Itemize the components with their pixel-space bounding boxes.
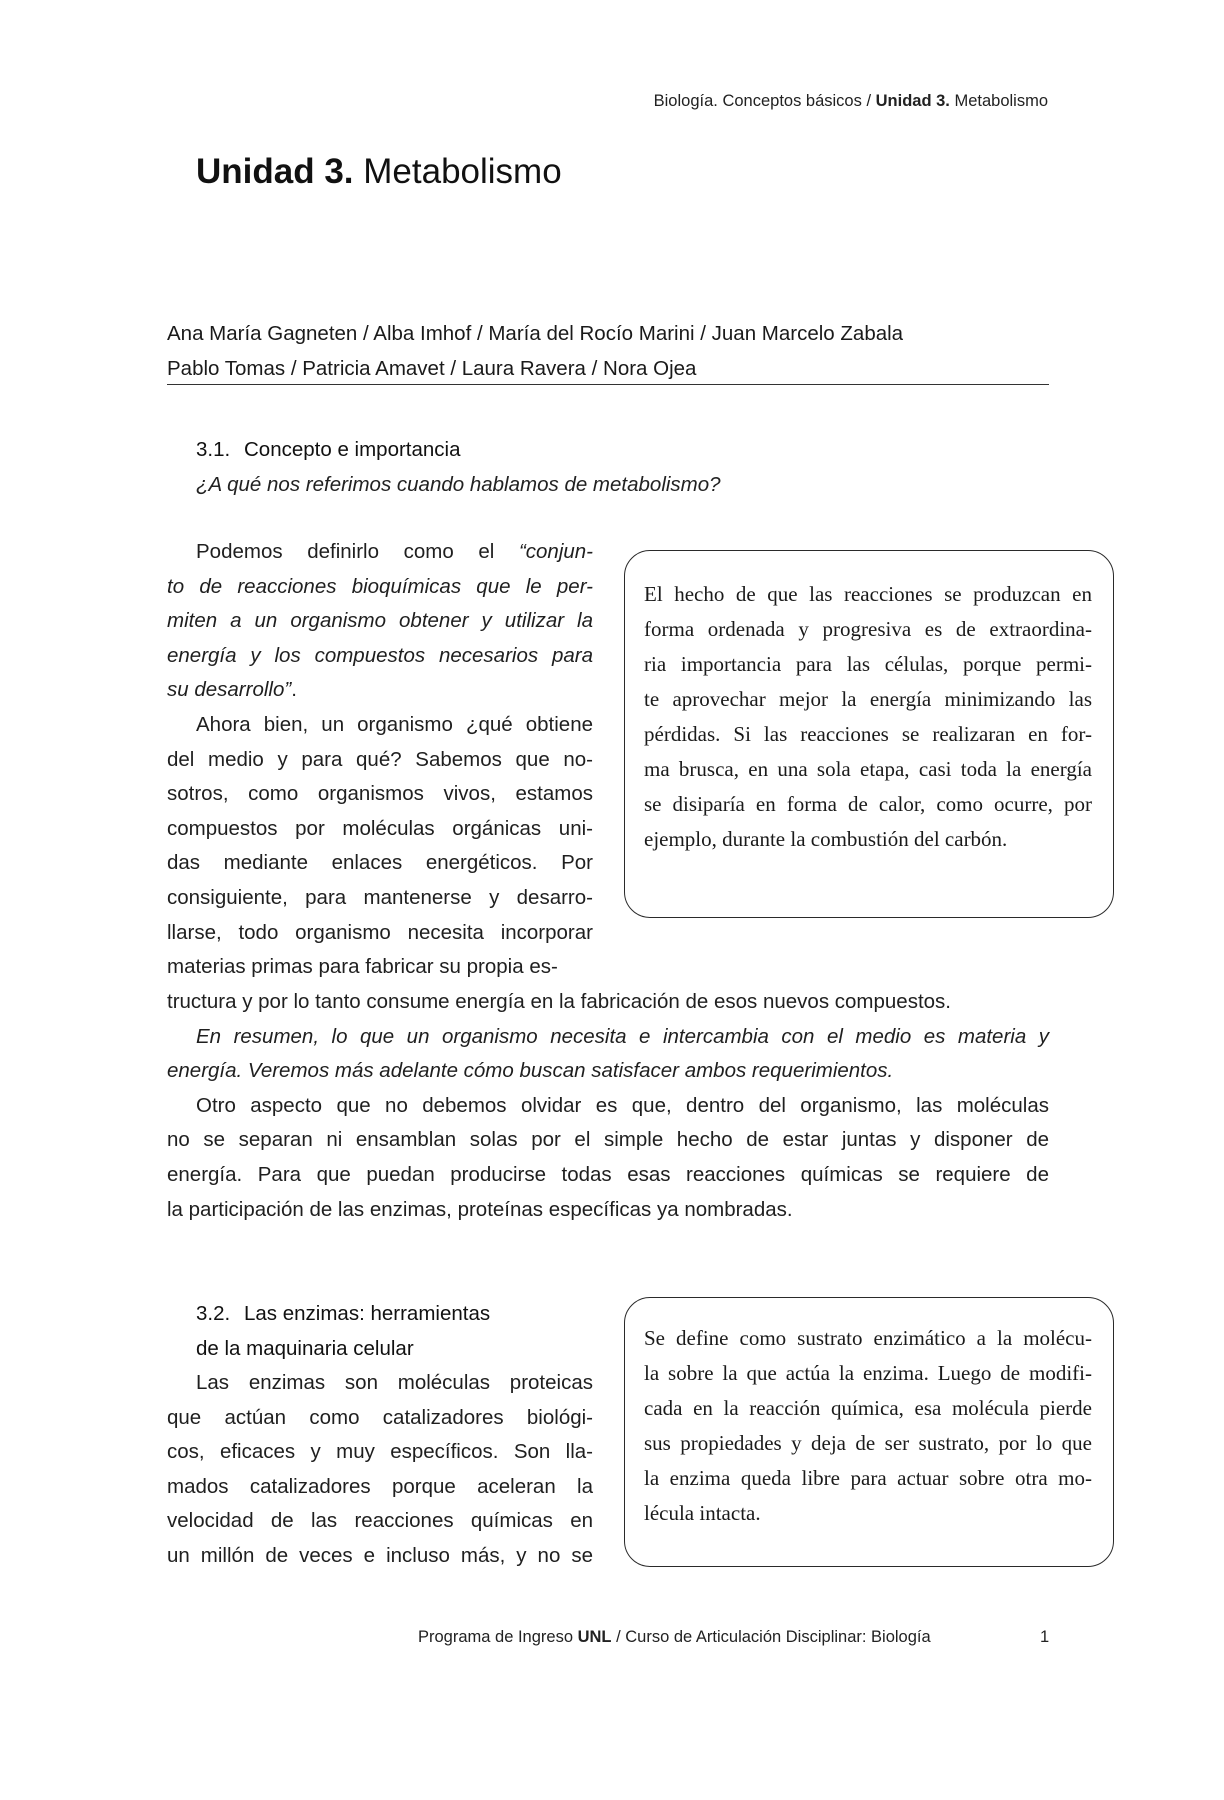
sidebar-definition-text: Se define como sustrato enzimático a la molécu- la sobre la que actúa la enzima. Luego de modifi- cada en la reacción química, esa molécula pierde sus propiedades y deja de ser sustrato, por lo que la enzima queda libre para actuar sobre otra mo- lécula intacta. xyxy=(644,1326,1092,1525)
paragraph-line: velocidad de las reacciones químicas en xyxy=(167,1509,593,1533)
page-title xyxy=(196,152,562,192)
section-number: 3.1. xyxy=(196,438,231,461)
author-line: Pablo Tomas / Patricia Amavet / Laura Ravera / Nora Ojea xyxy=(167,357,697,380)
author-divider xyxy=(167,384,1049,385)
sidebar-definition-box xyxy=(624,1297,1114,1567)
running-head xyxy=(654,92,1048,111)
paragraph-line: Las enzimas son moléculas proteicas xyxy=(196,1371,593,1394)
paragraph-line: Ahora bien, un organismo ¿qué obtiene xyxy=(196,712,593,736)
paragraph-line: compuestos por moléculas orgánicas uni- xyxy=(167,816,593,840)
section-title: Concepto e importancia xyxy=(244,438,461,461)
footer-program: Programa de Ingreso xyxy=(418,1628,578,1646)
running-head-subtitle: Conceptos básicos / xyxy=(717,92,876,110)
paragraph-line: energía y los compuestos necesarios para xyxy=(167,643,593,667)
paragraph-line: no se separan ni ensamblan solas por el simple hecho de estar juntas y disponer de xyxy=(167,1128,1049,1152)
page-footer xyxy=(418,1628,931,1647)
paragraph-line: del medio y para qué? Sabemos que no- xyxy=(167,747,593,771)
paragraph-line: to de reacciones bioquímicas que le per- xyxy=(167,574,593,598)
sidebar-note-box xyxy=(624,550,1114,918)
paragraph-line: Otro aspecto que no debemos olvidar es que, dentro del organismo, las moléculas xyxy=(196,1093,1049,1117)
section-title-continued: de la maquinaria celular xyxy=(196,1337,414,1360)
section-1-full-text xyxy=(167,985,1049,1227)
section-question: ¿A qué nos referimos cuando hablamos de metabolismo? xyxy=(196,473,721,496)
page-number: 1 xyxy=(1040,1628,1050,1646)
page-title-name: Metabolismo xyxy=(353,152,562,191)
author-list xyxy=(167,316,903,386)
page-title-unit: Unidad 3. xyxy=(196,152,354,191)
paragraph-line: cos, eficaces y muy específicos. Son lla- xyxy=(167,1440,593,1464)
paragraph-line: miten a un organismo obtener y utilizar la xyxy=(167,609,593,633)
sidebar-note-text: El hecho de que las reacciones se produzcan en forma ordenada y progresiva es de extraordina- ria importancia para las células, porque permi- te aprovechar mejor la energía minimizando las pérdidas. Si las reacciones se realizaran en for- ma brusca, en una sola etapa, casi toda la energía se disiparía en forma de calor, como ocurre, por ejemplo, durante la combustión del carbón. xyxy=(644,582,1092,851)
paragraph-line: su desarrollo”. xyxy=(167,678,297,702)
footer-course: / Curso de Articulación Disciplinar: Biología xyxy=(611,1628,931,1646)
paragraph-line: Podemos definirlo como el “conjun- xyxy=(196,540,593,563)
paragraph-line: la participación de las enzimas, proteínas específicas ya nombradas. xyxy=(167,1197,793,1221)
footer-program-bold: UNL xyxy=(577,1628,612,1646)
paragraph-line: das mediante enlaces energéticos. Por xyxy=(167,851,593,875)
paragraph-line: un millón de veces e incluso más, y no se xyxy=(167,1543,593,1567)
paragraph-line: mados catalizadores porque aceleran la xyxy=(167,1474,593,1498)
section-1-column-text xyxy=(167,535,593,985)
paragraph-line: consiguiente, para mantenerse y desarro- xyxy=(167,885,593,909)
summary-line: energía. Veremos más adelante cómo buscan satisfacer ambos requerimientos. xyxy=(167,1059,894,1083)
author-line: Ana María Gagneten / Alba Imhof / María del Rocío Marini / Juan Marcelo Zabala xyxy=(167,322,904,345)
paragraph-line: energía. Para que puedan producirse todas esas reacciones químicas se requiere de xyxy=(167,1162,1049,1186)
section-2-column-text xyxy=(167,1366,593,1574)
paragraph-line: llarse, todo organismo necesita incorporar xyxy=(167,920,593,944)
section-title: Las enzimas: herramientas xyxy=(244,1302,491,1325)
paragraph-line: materias primas para fabricar su propia es- xyxy=(167,955,558,979)
running-head-book: Biología. xyxy=(653,92,718,110)
section-number: 3.2. xyxy=(196,1302,231,1325)
paragraph-line: tructura y por lo tanto consume energía en la fabricación de esos nuevos compuestos. xyxy=(167,990,952,1013)
section-heading-3-1 xyxy=(196,432,461,467)
running-head-unit: Unidad 3. xyxy=(875,92,950,110)
paragraph-line: sotros, como organismos vivos, estamos xyxy=(167,782,593,806)
section-heading-3-2 xyxy=(196,1296,490,1366)
running-head-unit-name: Metabolismo xyxy=(949,92,1048,110)
paragraph-line: que actúan como catalizadores biológi- xyxy=(167,1405,593,1429)
summary-line: En resumen, lo que un organismo necesita e intercambia con el medio es materia y xyxy=(196,1024,1049,1048)
